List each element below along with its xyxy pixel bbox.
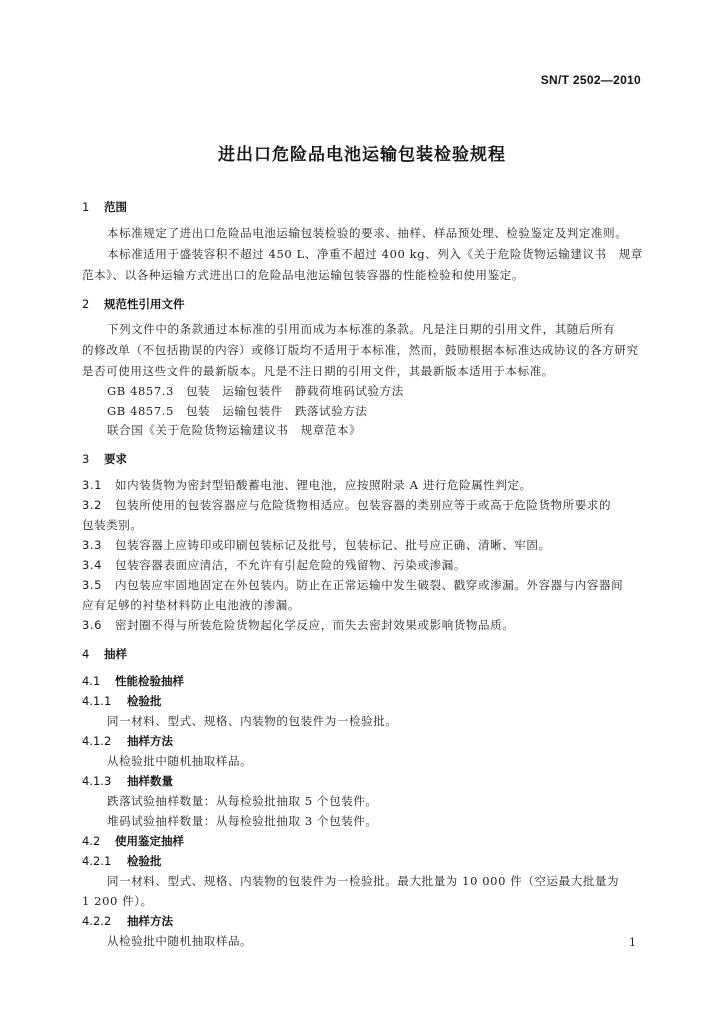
clause-number: 3.2 <box>82 498 103 512</box>
subsection-title: 使用鉴定抽样 <box>115 834 184 848</box>
clause-number: 3.3 <box>82 538 103 552</box>
clause-text: 密封圈不得与所装危险货物起化学反应，而失去密封效果或影响货物品质。 <box>115 618 515 632</box>
clause-continuation: 应有足够的衬垫材料防止电池液的渗漏。 <box>82 598 300 612</box>
clause-continuation: 包装类别。 <box>82 518 143 532</box>
reference-item: GB 4857.5 包装 运输包装件 跌落试验方法 <box>107 404 368 418</box>
section-title: 抽样 <box>104 647 127 661</box>
standard-number: SN/T 2502—2010 <box>540 73 641 87</box>
reference-item: 联合国《关于危险货物运输建议书 规章范本》 <box>107 423 362 437</box>
subsection-4-2-heading <box>82 833 184 849</box>
section-number: 2 <box>82 297 90 311</box>
paragraph: 本标准规定了进出口危险品电池运输包装检验的要求、抽样、样品预处理、检验鉴定及判定准则。 <box>107 226 628 240</box>
paragraph: 同一材料、型式、规格、内装物的包装件为一检验批。 <box>107 714 398 728</box>
clause-3-3 <box>82 537 551 553</box>
section-number: 3 <box>82 452 90 466</box>
subsection-number: 4.1.1 <box>82 694 112 708</box>
section-1-heading <box>82 199 127 215</box>
clause-text: 包装所使用的包装容器应与危险货物相适应。包装容器的类别应等于或高于危险货物所要求的 <box>115 498 612 512</box>
subsection-number: 4.1 <box>82 674 101 688</box>
subsection-4-1-heading <box>82 673 184 689</box>
document-title: 进出口危险品电池运输包装检验规程 <box>218 145 506 165</box>
section-4-heading <box>82 646 127 662</box>
subsection-4-2-2-heading <box>82 913 173 929</box>
paragraph: 堆码试验抽样数量：从每检验批抽取 3 个包装件。 <box>107 814 378 828</box>
section-number: 4 <box>82 647 90 661</box>
subsection-title: 抽样方法 <box>127 734 173 748</box>
subsection-4-1-3-heading <box>82 773 173 789</box>
section-3-heading <box>82 451 127 467</box>
subsection-title: 抽样方法 <box>127 914 173 928</box>
subsection-4-1-2-heading <box>82 733 173 749</box>
clause-3-1 <box>82 477 532 493</box>
paragraph-continuation: 是否可使用这些文件的最新版本。凡是不注日期的引用文件，其最新版本适用于本标准。 <box>82 364 554 378</box>
subsection-title: 性能检验抽样 <box>115 674 184 688</box>
paragraph: 跌落试验抽样数量：从每检验批抽取 5 个包装件。 <box>107 794 378 808</box>
section-number: 1 <box>82 200 90 214</box>
subsection-4-2-1-heading <box>82 853 162 869</box>
clause-3-2 <box>82 497 611 513</box>
subsection-number: 4.2.1 <box>82 854 112 868</box>
clause-3-4 <box>82 557 466 573</box>
subsection-number: 4.1.3 <box>82 774 112 788</box>
section-title: 规范性引用文件 <box>104 297 185 311</box>
clause-number: 3.5 <box>82 578 103 592</box>
subsection-number: 4.2 <box>82 834 101 848</box>
section-2-heading <box>82 296 185 312</box>
clause-number: 3.1 <box>82 478 103 492</box>
subsection-title: 检验批 <box>127 854 162 868</box>
paragraph-continuation: 范本》、以各种运输方式进出口的危险品电池运输包装容器的性能检验和使用鉴定。 <box>82 268 524 282</box>
subsection-title: 抽样数量 <box>127 774 173 788</box>
paragraph: 下列文件中的条款通过本标准的引用而成为本标准的条款。凡是注日期的引用文件，其随后所有 <box>107 322 616 336</box>
clause-number: 3.6 <box>82 618 103 632</box>
page-number: 1 <box>629 936 636 949</box>
subsection-title: 检验批 <box>127 694 162 708</box>
paragraph: 同一材料、型式、规格、内装物的包装件为一检验批。最大批量为 10 000 件（空运最大批量为 <box>107 874 620 888</box>
clause-number: 3.4 <box>82 558 103 572</box>
clause-text: 内包装应牢固地固定在外包装内。防止在正常运输中发生破裂、戳穿或渗漏。外容器与内容器间 <box>115 578 624 592</box>
clause-text: 包装容器上应铸印或印刷包装标记及批号，包装标记、批号应正确、清晰、牢固。 <box>115 538 551 552</box>
clause-3-6 <box>82 617 514 633</box>
clause-3-5 <box>82 577 623 593</box>
paragraph: 从检验批中随机抽取样品。 <box>107 934 253 948</box>
section-title: 要求 <box>104 452 127 466</box>
subsection-4-1-1-heading <box>82 693 162 709</box>
paragraph-continuation: 1 200 件）。 <box>82 894 153 908</box>
paragraph-continuation: 的修改单（不包括勘误的内容）或修订版均不适用于本标准，然而，鼓励根据本标准达成协议的各方研究 <box>82 343 639 357</box>
subsection-number: 4.1.2 <box>82 734 112 748</box>
reference-item: GB 4857.3 包装 运输包装件 静载荷堆码试验方法 <box>107 384 404 398</box>
section-title: 范围 <box>104 200 127 214</box>
clause-text: 包装容器表面应清洁，不允许有引起危险的残留物、污染或渗漏。 <box>115 558 466 572</box>
paragraph: 本标准适用于盛装容积不超过 450 L、净重不超过 400 kg、列入《关于危险货物运输建议书 规章 <box>107 247 643 261</box>
paragraph: 从检验批中随机抽取样品。 <box>107 754 253 768</box>
clause-text: 如内装货物为密封型铅酸蓄电池、锂电池，应按照附录 A 进行危险属性判定。 <box>115 478 532 492</box>
subsection-number: 4.2.2 <box>82 914 112 928</box>
